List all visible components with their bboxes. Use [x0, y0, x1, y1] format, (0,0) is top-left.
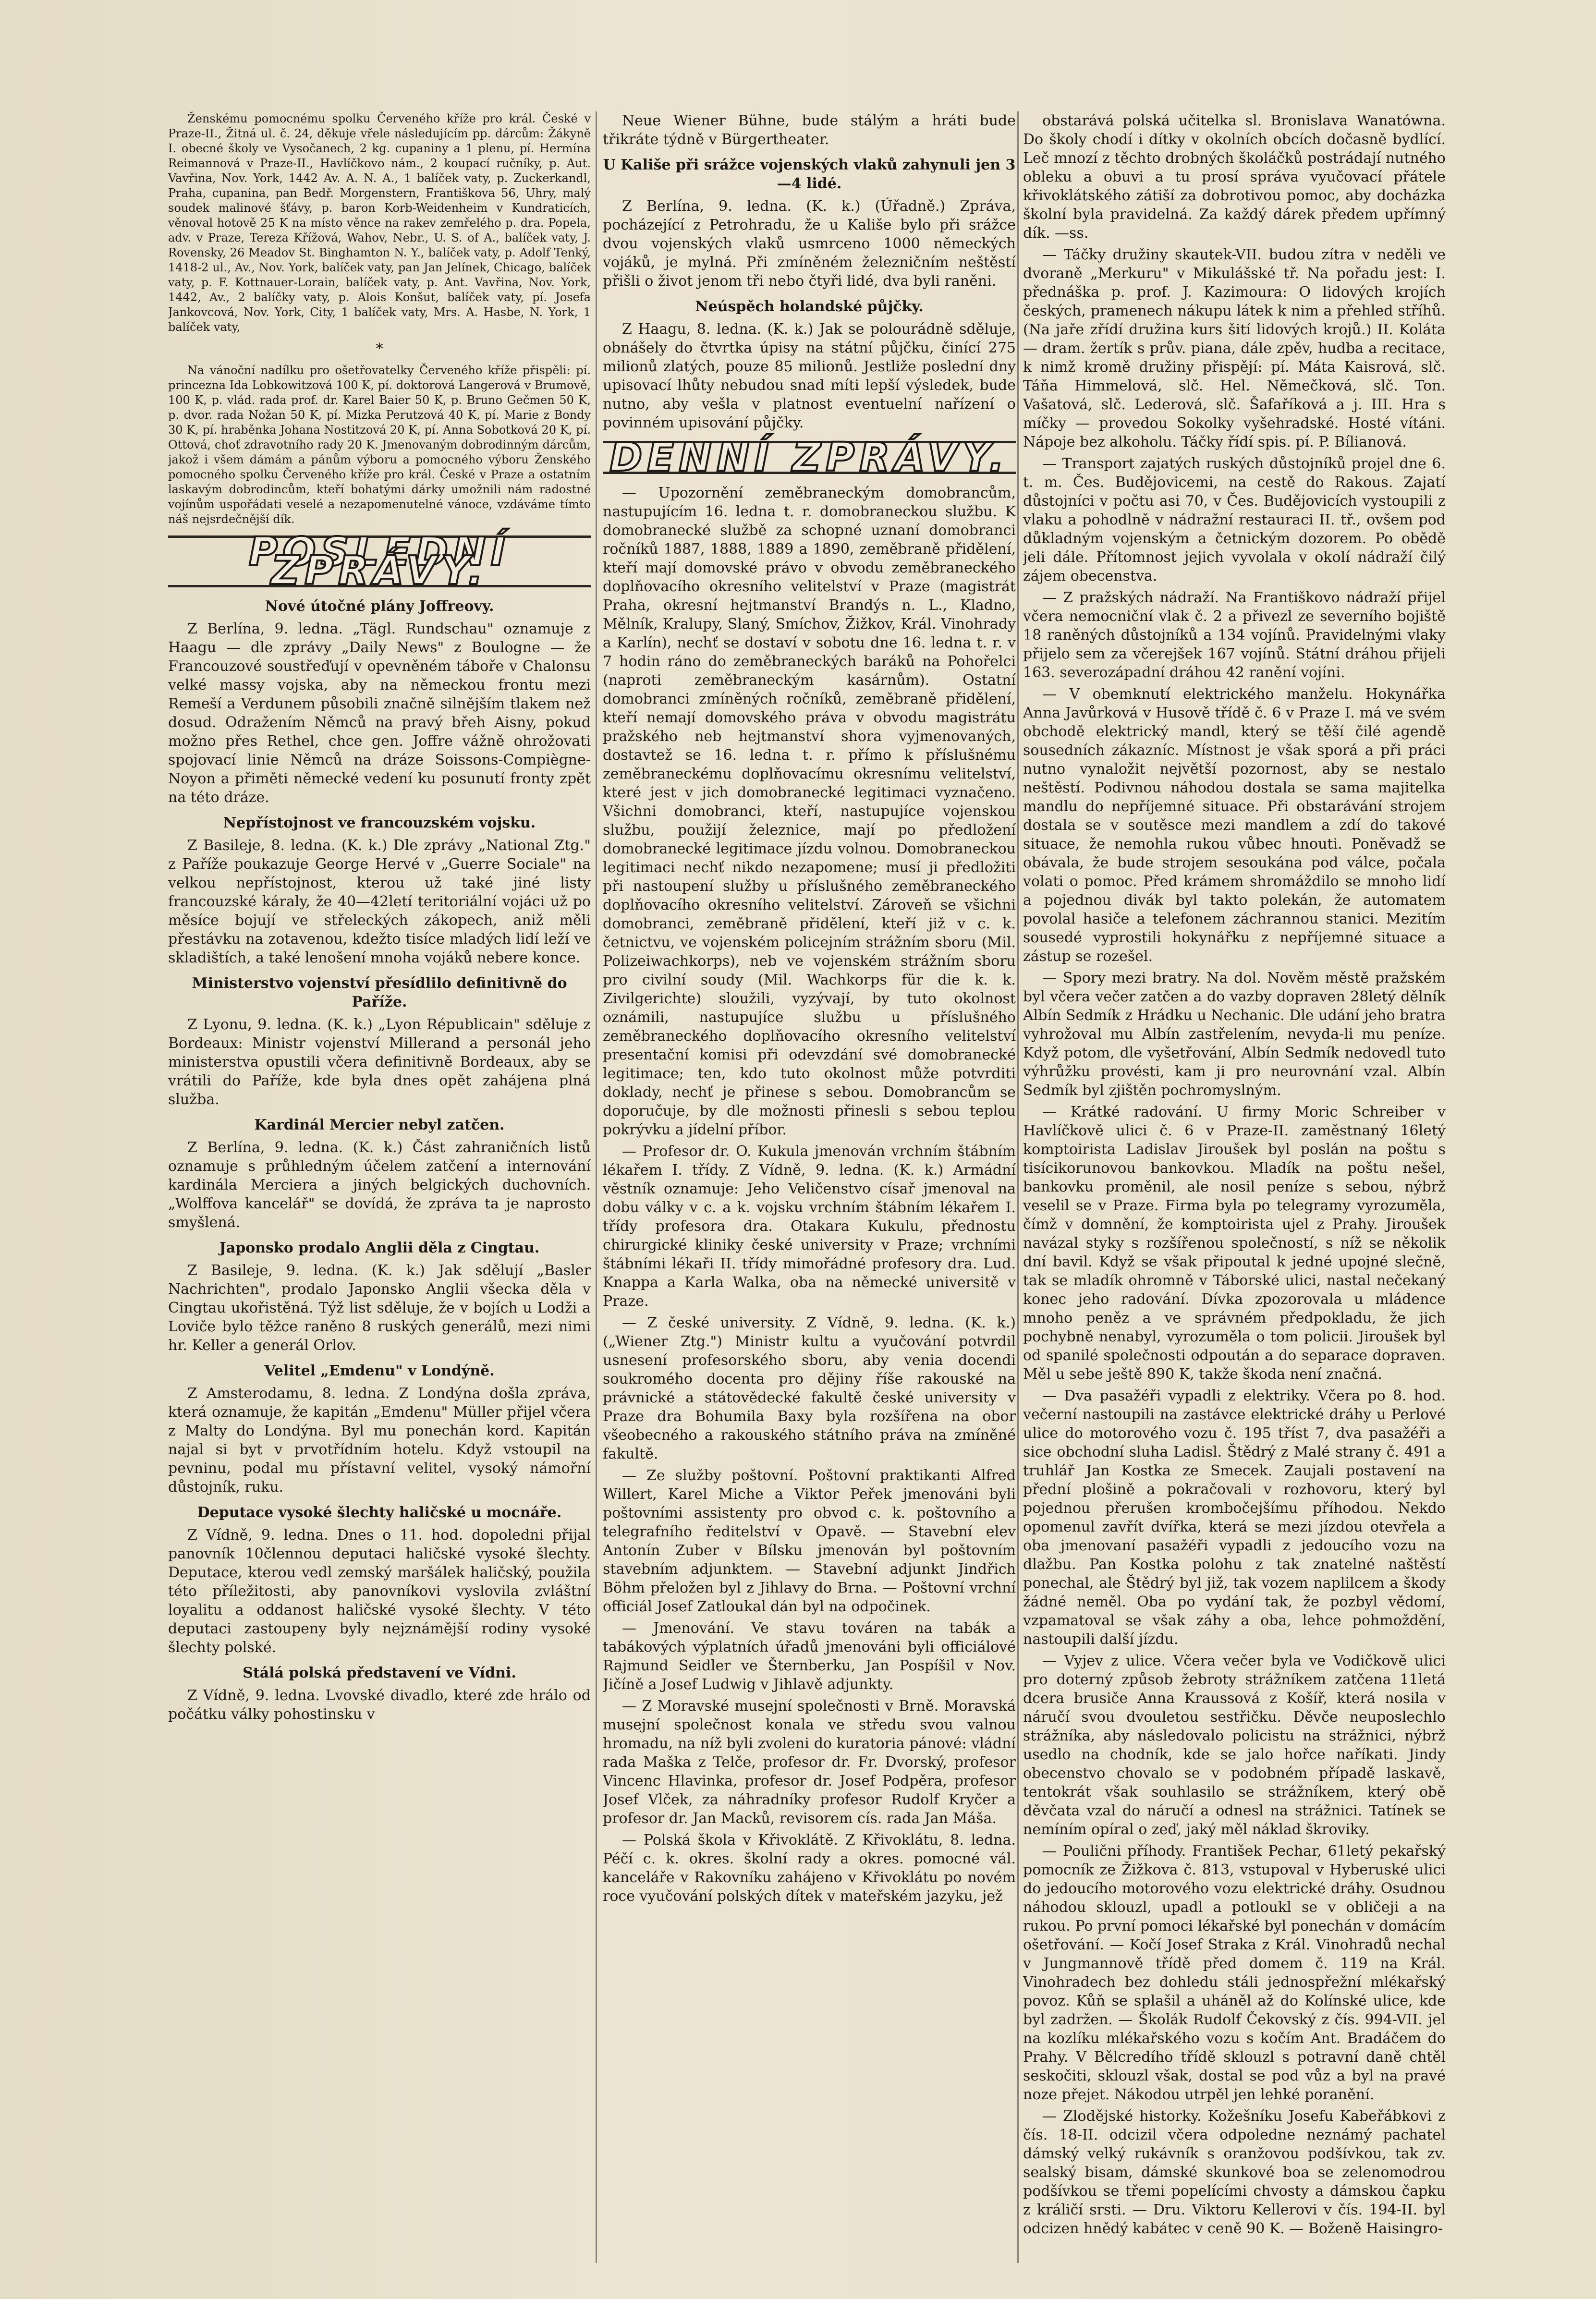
separator-star: *	[376, 341, 383, 357]
article-text: — Ze služby poštovní. Poštovní praktikanti Alfred Willert, Karel Miche a Viktor Peřek jmenováni byli poštovními assistenty pro obvod c. k. poštovního a telegrafního ředitelství v Opavě. — Stavební elev Antonín Zuber v Bílsku jmenován byl poštovním stavebním adjunktem. — Stavební adjunkt Jindřich Böhm přeložen byl z Jihlavy do Brna. — Poštovní vrchní officiál Josef Zatloukal dán byl na odpočinek.	[603, 1467, 1016, 1615]
article-heading: Ministerstvo vojenství přesídlilo definitivně do Paříže.	[192, 975, 567, 1010]
article-text: Z Basileje, 8. ledna. (K. k.) Dle zprávy „National Ztg." z Paříže poukazuje George Hervé v „Guerre Sociale" na velkou nepřístojnost, kterou už také jiné listy francouzské káraly, že 40—42letí teritoriální vojáci už po měsíce bojují ve střeleckých zákopech, aniž měli přestávku na zotavenou, kdežto tisíce mladých lidí leží ve skladištích, a také lenošení mnoha vojáků nebere konce.	[168, 837, 591, 966]
column-rule	[596, 111, 597, 2263]
article-text: — Jmenování. Ve stavu továren na tabák a tabákových výplatních úřadů jmenováni byli officiálové Rajmund Seidler ve Šternberku, Jan Pospíšil v Nov. Jičíně a Josef Ludwig v Jihlavě adjunkty.	[603, 1620, 1016, 1693]
article-text: — Poulični příhody. František Pechar, 61letý pekařský pomocník ze Žižkova č. 813, vstupoval v Hyberuské ulici do jedoucího motorového vozu elektrické dráhy. Osudnou náhodou sklouzl, upadl a potloukl se v obličeji a na rukou. Po první pomoci lékařské byl ponechán v domácím ošetřování. — Kočí Josef Straka z Král. Vinohradů nechal v Jungmannově třídě před domem č. 119 na Král. Vinohradech bez dohledu stáli jednospřežní mlékařský povoz. Kůň se splašil a uháněl až do Kolínské ulice, kde byl zadržen. — Školák Rudolf Čekovský z čís. 994-VII. jel na kozlíku mlékařského vozu s kočím Ant. Bradáčem do Prahy. V Bělcredího třídě sklouzl s potravní daně chtěl seskočiti, sklouzl však, dostal se pod vůz a byl na pravé noze přejet. Nákodou utrpěl jen lehké poranění.	[1023, 1843, 1446, 2103]
article-text: — Polská škola v Křivoklátě. Z Křivoklátu, 8. ledna. Péčí c. k. okres. školní rady a okres. pomocné vál. kanceláře v Rakovníku zahájeno v Křivoklátu po novém roce vyučování polských dítek v mateřském jazyku, jež	[603, 1832, 1016, 1905]
article-text: — Krátké radování. U firmy Moric Schreiber v Havlíčkově ulici č. 6 v Praze-II. zaměstnaný 16letý komptoirista Ladislav Jiroušek byl poslán na poštu s tisícikorunovou bankovkou. Mladík na poštu nešel, bankovku proměnil, ale nosil peníze s sebou, nýbrž veselil se v Praze. Firma byla po telegramy vyrozuměla, čímž v domnění, že komptoirista ujel z Prahy. Jiroušek navázal styky s rozšířenou společností, s níž se několik dní bavil. Když se však připoutal k jedné upojné slečně, tak se mladík ohromně v Táborské ulici, nastal nečekaný konec jeho radování. Dívka zpozorovala u mládence mnoho peněz a ve správném předpokladu, že jich pochybně nenabyl, vyrozuměla o tom policii. Jiroušek byl od spanilé společnosti odpoután a do separace dopraven. Měl u sebe ještě 890 K, takže škoda není značná.	[1023, 1104, 1446, 1383]
article-text: — V obemknutí elektrického manželu. Hokynářka Anna Javůrková v Husově třídě č. 6 v Praze I. má ve svém obchodě elektrický mandl, který se těší čilé agendě sousedních zákazníc. Místnost je však sporá a při práci nutno vynaložit největší pozornost, aby se nestalo neštěstí. Podivnou náhodou dostala se sama majitelka mandlu do nepříjemné situace. Při obstarávání strojem dostala se v soutěsce mezi mandlem a zdí do takové situace, že nemohla rukou vůbec hnouti. Poněvadž se obávala, že bude strojem sesoukána pod válce, počala volati o pomoc. Před krámem shromáždilo se mnoho lidí a pojednou divák byl takto polekán, že automatem povolal hasiče a telefonem záchrannou stanici. Mezitím sousedé vyprostili hokynářku z nepříjemné situace a zástup se rozešel.	[1023, 686, 1446, 965]
article-text: Z Vídně, 9. ledna. Lvovské divadlo, které zde hrálo od počátku války pohostinsku v	[168, 1687, 591, 1723]
section-masthead-daily-news: DENNÍ ZPRÁVY.	[603, 441, 1016, 474]
column-rule	[1017, 111, 1019, 2263]
column-1	[168, 111, 591, 2263]
article-heading: Nepřístojnost ve francouzském vojsku.	[223, 815, 536, 831]
article-text: Z Vídně, 9. ledna. Dnes o 11. hod. dopoledni přijal panovník 10člennou deputaci haličské vysoké šlechty. Deputace, kterou vedl zemský maršálek haličský, použila této příležitosti, aby panovníkovi vyslovila zvláštní loyalitu a oddanost haličské vysoké šlechty. V této deputaci zastoupeny byly nejznámější rodiny vysoké šlechty polské.	[168, 1527, 591, 1656]
section-masthead-latest-news: POSLEDNÍ ZPRÁVY.	[168, 535, 591, 587]
article-heading: Japonsko prodalo Anglii děla z Cingtau.	[219, 1240, 540, 1256]
donation-notice: Ženskému pomocnému spolku Červeného kříže pro král. České v Praze-II., Žitná ul. č. 24, děkuje vřele následujícím pp. dárcům: Žákyně I. obecné školy ve Vysočanech, 2 kg. cupaniny a 1 plenu, pí. Hermína Reimannová v Praze-II., Havlíčkovo nám., 2 koupací ručníky, p. Aut. Vavřina, Nov. York, 1442 Av. A. N. A., 1 balíček vaty, p. Zuckerkandl, Praha, cupanina, pan Bedř. Morgenstern, Františkova 56, Uhry, malý soudek malinové šťávy, p. baron Korb-Weidenheim v Kundraticích, věnoval hotově 25 K na místo věnce na rakev zemřelého p. dra. Popela, adv. v Praze, Tereza Křížová, Wahov, Nebr., U. S. of A., balíček vaty, J. Rovensky, 26 Meadov St. Binghamton N. Y., balíček vaty, p. Adolf Tenký, 1418-2 ul., Av., Nov. York, balíček vaty, pan Jan Jelínek, Chicago, balíček vaty, p. F. Kottnauer-Lorain, balíček vaty, p. Ant. Vavřina, Nov. York, 1442, Av., 2 balíčky vaty, p. Alois Konšut, balíček vaty, pí. Josefa Jankovcová, Nov. York, City, 1 balíček vaty, Mrs. A. Hasbe, N. York, 1 balíček vaty,	[168, 112, 591, 334]
article-heading: Deputace vysoké šlechty haličské u mocnáře.	[197, 1504, 562, 1521]
article-heading: Stálá polská představení ve Vídni.	[243, 1665, 516, 1681]
christmas-donation-notice: Na vánoční nadílku pro ošetřovatelky Červeného kříže přispěli: pí. princezna Ida Lobkowitzová 100 K, pí. doktorová Langerová v Brumově, 100 K, p. vlád. rada prof. dr. Karel Baier 50 K, p. Bruno Gečmen 50 K, p. dvor. rada Nožan 50 K, pí. Mizka Perutzová 40 K, pí. Marie z Bondy 30 K, pí. hraběnka Johana Nostitzová 20 K, pí. Anna Sobotková 20 K, pí. Ottová, choť zdravotního rady 20 K. Jmenovaným dobrodinným dárcům, jakož i všem dámám a pánům výboru a pomocného výboru Ženského pomocného spolku Červeného kříže pro král. České v Praze a ostatním laskavým dobrodincům, kteří bohatými dárky umožnili nám radostné vojínům uspořádati veselé a nezapomenutelné vánoce, vzdáváme tímto náš nejsrdečnější dík.	[168, 364, 591, 526]
article-text: Z Berlína, 9. ledna. (K. k.) (Úřadně.) Zpráva, pocházející z Petrohradu, že u Kališe bylo při srážce dvou vojenských vlaků usmrceno 1000 německých vojáků, je mylná. Při zmíněném železničním neštěstí přišli o život jenom tři nebo čtyři lidé, dva byli raněni.	[603, 198, 1016, 290]
article-text: obstarává polská učitelka sl. Bronislava Wanatówna. Do školy chodí i dítky v okolních obcích dočasně bydlící. Leč mnozí z těchto drobných školáčků postrádají nutného obleku a obuvi a tu prosí správa vyučovací přátele křivoklátského zátiší za dobrotivou pomoc, aby docházka školní byla pravidelná. Za každý dárek předem upřímný dík. —ss.	[1023, 112, 1446, 242]
article-text: — Zlodějské historky. Kožešníku Josefu Kabeřábkovi z čís. 18-II. odcizil včera odpoledne neznámý pachatel dámský velký rukávník s oranžovou podšívkou, tak zv. sealský bisam, dámské skunkové boa se zelenomodrou podšívkou se třemi popelícími chvosty a dámskou čapku z králičí srsti. — Dru. Viktoru Kellerovi v čís. 194-II. byl odcizen hnědý kabátec v ceně 90 K. — Boženě Haisingro-	[1023, 2108, 1446, 2237]
article-text: — Dva pasažéři vypadli z elektriky. Včera po 8. hod. večerní nastoupili na zastávce elektrické dráhy u Perlové ulice do motorového vozu č. 195 tříst 7, dva pasažéři a sice obchodní sluha Ladisl. Štědrý z Malé strany č. 491 a truhlář Jan Kostka ze Smecek. Zaujali postavení na přední plošině a pokračovali v rozhovoru, který byl pojednou přerušen krombočejšímu příhodou. Nekdo opomenul zavřít dvířka, která se mezi jízdou otevřela a oba jmenovaní pasažéři vypadli z jedoucího vozu na dlažbu. Pan Kostka polohu z tak znatelné naštěstí ponechal, ale Štědrý byl již, tak vozem naplilcem a škody žádné neměl. Oba po vydání tak, že pozbyl vědomí, vzpamatoval se však záhy a oba, lehce pohmoždění, nastoupili další jízdu.	[1023, 1387, 1446, 1648]
article-text: Z Berlína, 9. ledna. (K. k.) Část zahraničních listů oznamuje s průhledným účelem zatčení a internování kardinála Merciera a jiných belgických duchovních. „Wolffova kancelář" se dovídá, že zpráva ta je naprosto smyšlená.	[168, 1139, 591, 1231]
article-text: — Z české university. Z Vídně, 9. ledna. (K. k.) („Wiener Ztg.") Ministr kultu a vyučování potvrdil usnesení profesorského sboru, aby venia docendi soukromého docenta pro dějiny říše rakouské na právnické a státovědecké fakultě české university v Praze dra Bohumila Baxy byla rozšířena na obor všeobecného a rakouského státního práva na zmíněné fakultě.	[603, 1314, 1016, 1462]
article-text: — Transport zajatých ruských důstojníků projel dne 6. t. m. Čes. Budějovicemi, na cestě do Rakous. Zajatí důstojníci v počtu asi 70, v Čes. Budějovicích vystoupili z vlaku a pohodlně v nádražní restauraci II. tř., ovšem pod důkladným vojenským a četnickým dozorem. Po obědě jeli dále. Přítomnost jejich vyvolala v okolí nádraží čilý zájem obecenstva.	[1023, 455, 1446, 584]
article-text: Z Haagu, 8. ledna. (K. k.) Jak se polourádně sděluje, obnášely do čtvrtka úpisy na státní půjčku, činící 275 milionů zlatých, pouze 85 milionů. Jestliže poslední dny upisovací lhůty nebudou snad míti lepší výsledek, bude nutno, aby vešla v platnost eventuelní nařízení o povinném upisování půjčky.	[603, 321, 1016, 431]
article-heading: Velitel „Emdenu" v Londýně.	[264, 1362, 495, 1379]
article-text: Z Berlína, 9. ledna. „Tägl. Rundschau" oznamuje z Haagu — dle zprávy „Daily News" z Boulogne — že Francouzové soustřeďují v opevněném táboře v Chalonsu velké massy vojska, aby na německou frontu mezi Remeší a Verdunem působili značně silnějším tlakem než dosud. Odražením Němců na pravý břeh Aisny, pokud možno přes Rethel, chce gen. Joffre vážně ohrožovati spojovací linie Němců na dráze Soissons-Compiègne-Noyon a přiměti německé vedení ku posunutí fronty zpět na této dráze.	[168, 620, 591, 806]
article-text: Z Amsterodamu, 8. ledna. Z Londýna došla zpráva, která oznamuje, že kapitán „Emdenu" Müller přijel včera z Malty do Londýna. Byl mu ponechán kord. Kapitán najal si byt v prvotřídním hotelu. Když vstoupil na pevninu, podal mu přístavní velitel, vysoký námořní důstojník, ruku.	[168, 1385, 591, 1496]
article-text: — Spory mezi bratry. Na dol. Nověm městě pražském byl včera večer zatčen a do vazby dopraven 28letý dělník Albín Sedmík z Hrádku u Nechanic. Dle udání jeho bratra vyhrožoval mu Albín zastřelením, nevyda-li mu peníze. Když potom, dle vyšetřování, Albín Sedmík nedovedl tuto výhrůžku provésti, kam ji pro neurovnání vzal. Albín Sedmík byl zjištěn pochromyslným.	[1023, 970, 1446, 1099]
article-text: — Vyjev z ulice. Včera večer byla ve Vodičkově ulici pro doterný způsob žebroty strážníkem zatčena 11letá dcera brusiče Anna Kraussová z Košíř, která nosila v náručí svou dvouletou sestřičku. Děvče neuposlechlo strážníka, aby následovalo policistu na strážnici, nýbrž usedlo na chodník, kde se jalo hořce naříkati. Jindy obecenstvo chovalo se v podobném případě laskavě, tentokrát však souhlasilo se strážníkem, který obě děvčata vzal do náručí a odnesl na strážnici. Tatínek se nemíním opíral o zeď, jaký měl náklad škroviky.	[1023, 1653, 1446, 1838]
column-2	[603, 111, 1016, 2263]
article-text: — Z Moravské musejní společnosti v Brně. Moravská musejní společnost konala ve středu svou valnou hromadu, na níž byli zvoleni do kuratoria pánové: vládní rada Maška z Telče, profesor dr. Fr. Dvorský, profesor Vincenc Hlavinka, profesor dr. Josef Podpěra, profesor Josef Vlček, za náhradníky profesor Rudolf Kryčer a profesor dr. Jan Macků, revisorem cís. rada Jan Máša.	[603, 1698, 1016, 1827]
column-3	[1023, 111, 1446, 2263]
article-text: — Z pražských nádraží. Na Františkovo nádraží přijel včera nemocniční vlak č. 2 a přivezl ze severního bojiště 18 raněných důstojníků a 134 vojínů. Pravidelnými vlaky přijelo sem za včerejšek 167 vojínů. Státní dráhou přijeli 163. severozápadní dráhou 42 ranění vojíni.	[1023, 589, 1446, 681]
article-heading: Nové útočné plány Joffreovy.	[265, 598, 494, 615]
article-text: Z Lyonu, 9. ledna. (K. k.) „Lyon Républicain" sděluje z Bordeaux: Ministr vojenství Millerand a personál jeho ministerstva opustili včera definitivně Bordeaux, aby se vrátili do Paříže, kde byla dnes opět zahájena plná služba.	[168, 1016, 591, 1108]
article-text: — Profesor dr. O. Kukula jmenován vrchním štábním lékařem I. třídy. Z Vídně, 9. ledna. (K. k.) Armádní věstník oznamuje: Jeho Veličenstvo císař jmenoval na dobu války v c. a k. vojsku vrchním štábním lékařem I. třídy profesora dra. Otakara Kukulu, přednostu chirurgické kliniky české university v Praze; vrchními štábními lékaři II. třídy mimořádné profesory dra. Lud. Knappa a Karla Walka, oba na německé universitě v Praze.	[603, 1143, 1016, 1310]
article-heading: U Kališe při srážce vojenských vlaků zahynuli jen 3—4 lidé.	[603, 157, 1016, 192]
article-text: Z Basileje, 9. ledna. (K. k.) Jak sdělují „Basler Nachrichten", prodalo Japonsko Anglii všecka děla v Cingtau ukořistěná. Týž list sděluje, že v bojích u Lodži a Loviče bylo těžce raněno 8 ruských generálů, mezi nimi hr. Keller a generál Orlov.	[168, 1262, 591, 1354]
article-text: Neue Wiener Bühne, bude stálým a hráti bude třikráte týdně v Bürgertheater.	[603, 112, 1016, 148]
article-heading: Kardinál Mercier nebyl zatčen.	[254, 1117, 505, 1133]
article-text: — Táčky družiny skautek-VII. budou zítra v neděli ve dvoraně „Merkuru" v Mikulášské tř. Na pořadu jest: I. přednáška p. prof. J. Kazimoura: O lidových krojích českých, pramenech nákupu látek k nim a přehled stříhů. (Na jaře zřídí družina kurs šití lidových krojů.) II. Koláta — dram. žertík s prův. piana, dále zpěv, hudba a recitace, k nimž kromě družiny přispějí: pí. Máta Kaisrová, slč. Táňa Himmelová, slč. Hel. Němečková, slč. Ton. Vašatová, slč. Lederová, slč. Šafaříková a j. III. Hra s míčky — provedou Sokolky vyšehradské. Hosté vítáni. Nápoje bez alkoholu. Táčky řídí spis. pí. P. Bílianová.	[1023, 246, 1446, 450]
article-heading: Neúspěch holandské půjčky.	[695, 298, 924, 315]
article-text: — Upozornění zeměbraneckým domobrancům, nastupujícím 16. ledna t. r. domobraneckou službu. K domobranecké službě za schopné uznaní domobranci ročníků 1887, 1888, 1889 a 1890, zeměbraně přidělení, kteří mají domovské právo v obvodu zeměbraneckého doplňovacího okresního velitelství v Praze (magistrát Praha, okresní hejtmanství Brandýs n. L., Kladno, Mělník, Kralupy, Slaný, Smíchov, Žižkov, Král. Vinohrady a Karlín), nechť se dostaví v sobotu dne 16. ledna t. r. v 7 hodin ráno do zeměbraneckých baráků na Pohořelci (naproti zeměbraneckým kasárnům). Ostatní domobranci zmíněných ročníků, zeměbraně přidělení, kteří nemají domovského práva v obvodu magistrátu pražského neb hejtmanství shora vyjmenovaných, dostavtež se 16. ledna t. r. přímo k příslušnému zeměbraneckému doplňovacímu okresnímu velitelství, které jest v jich domobranecké legitimaci vyznačeno. Všichni domobranci, kteří, nastupujíce vojenskou službu, použijí železnice, mají po předložení domobranecké legitimace jízdu volnou. Domobraneckou legitimaci nechť nikdo nezapomene; musí ji předložiti při nastoupení služby u příslušného zeměbraneckého doplňovacího okresního velitelství. Zároveň se všichni domobranci, zeměbraně přidělení, kteří již v c. k. četnictvu, ve vojenském policejním strážním sboru (Mil. Polizeiwachkorps), neb ve vojenském strážním sboru pro civilní soudy (Mil. Wachkorps für die k. k. Zivilgerichte) sloužili, vyzývají, by tuto okolnost oznámili, nastupujíce službu u příslušného zeměbraneckého doplňovacího okresního velitelství presentační komisi při odevzdání své domobranecké legitimace; ten, kdo tuto okolnost může potvrditi doklady, nechť je přinese s sebou. Domobrancům se doporučuje, by dle možnosti přinesli s sebou teplou pokrývku a jídelní příbor.	[603, 485, 1016, 1138]
